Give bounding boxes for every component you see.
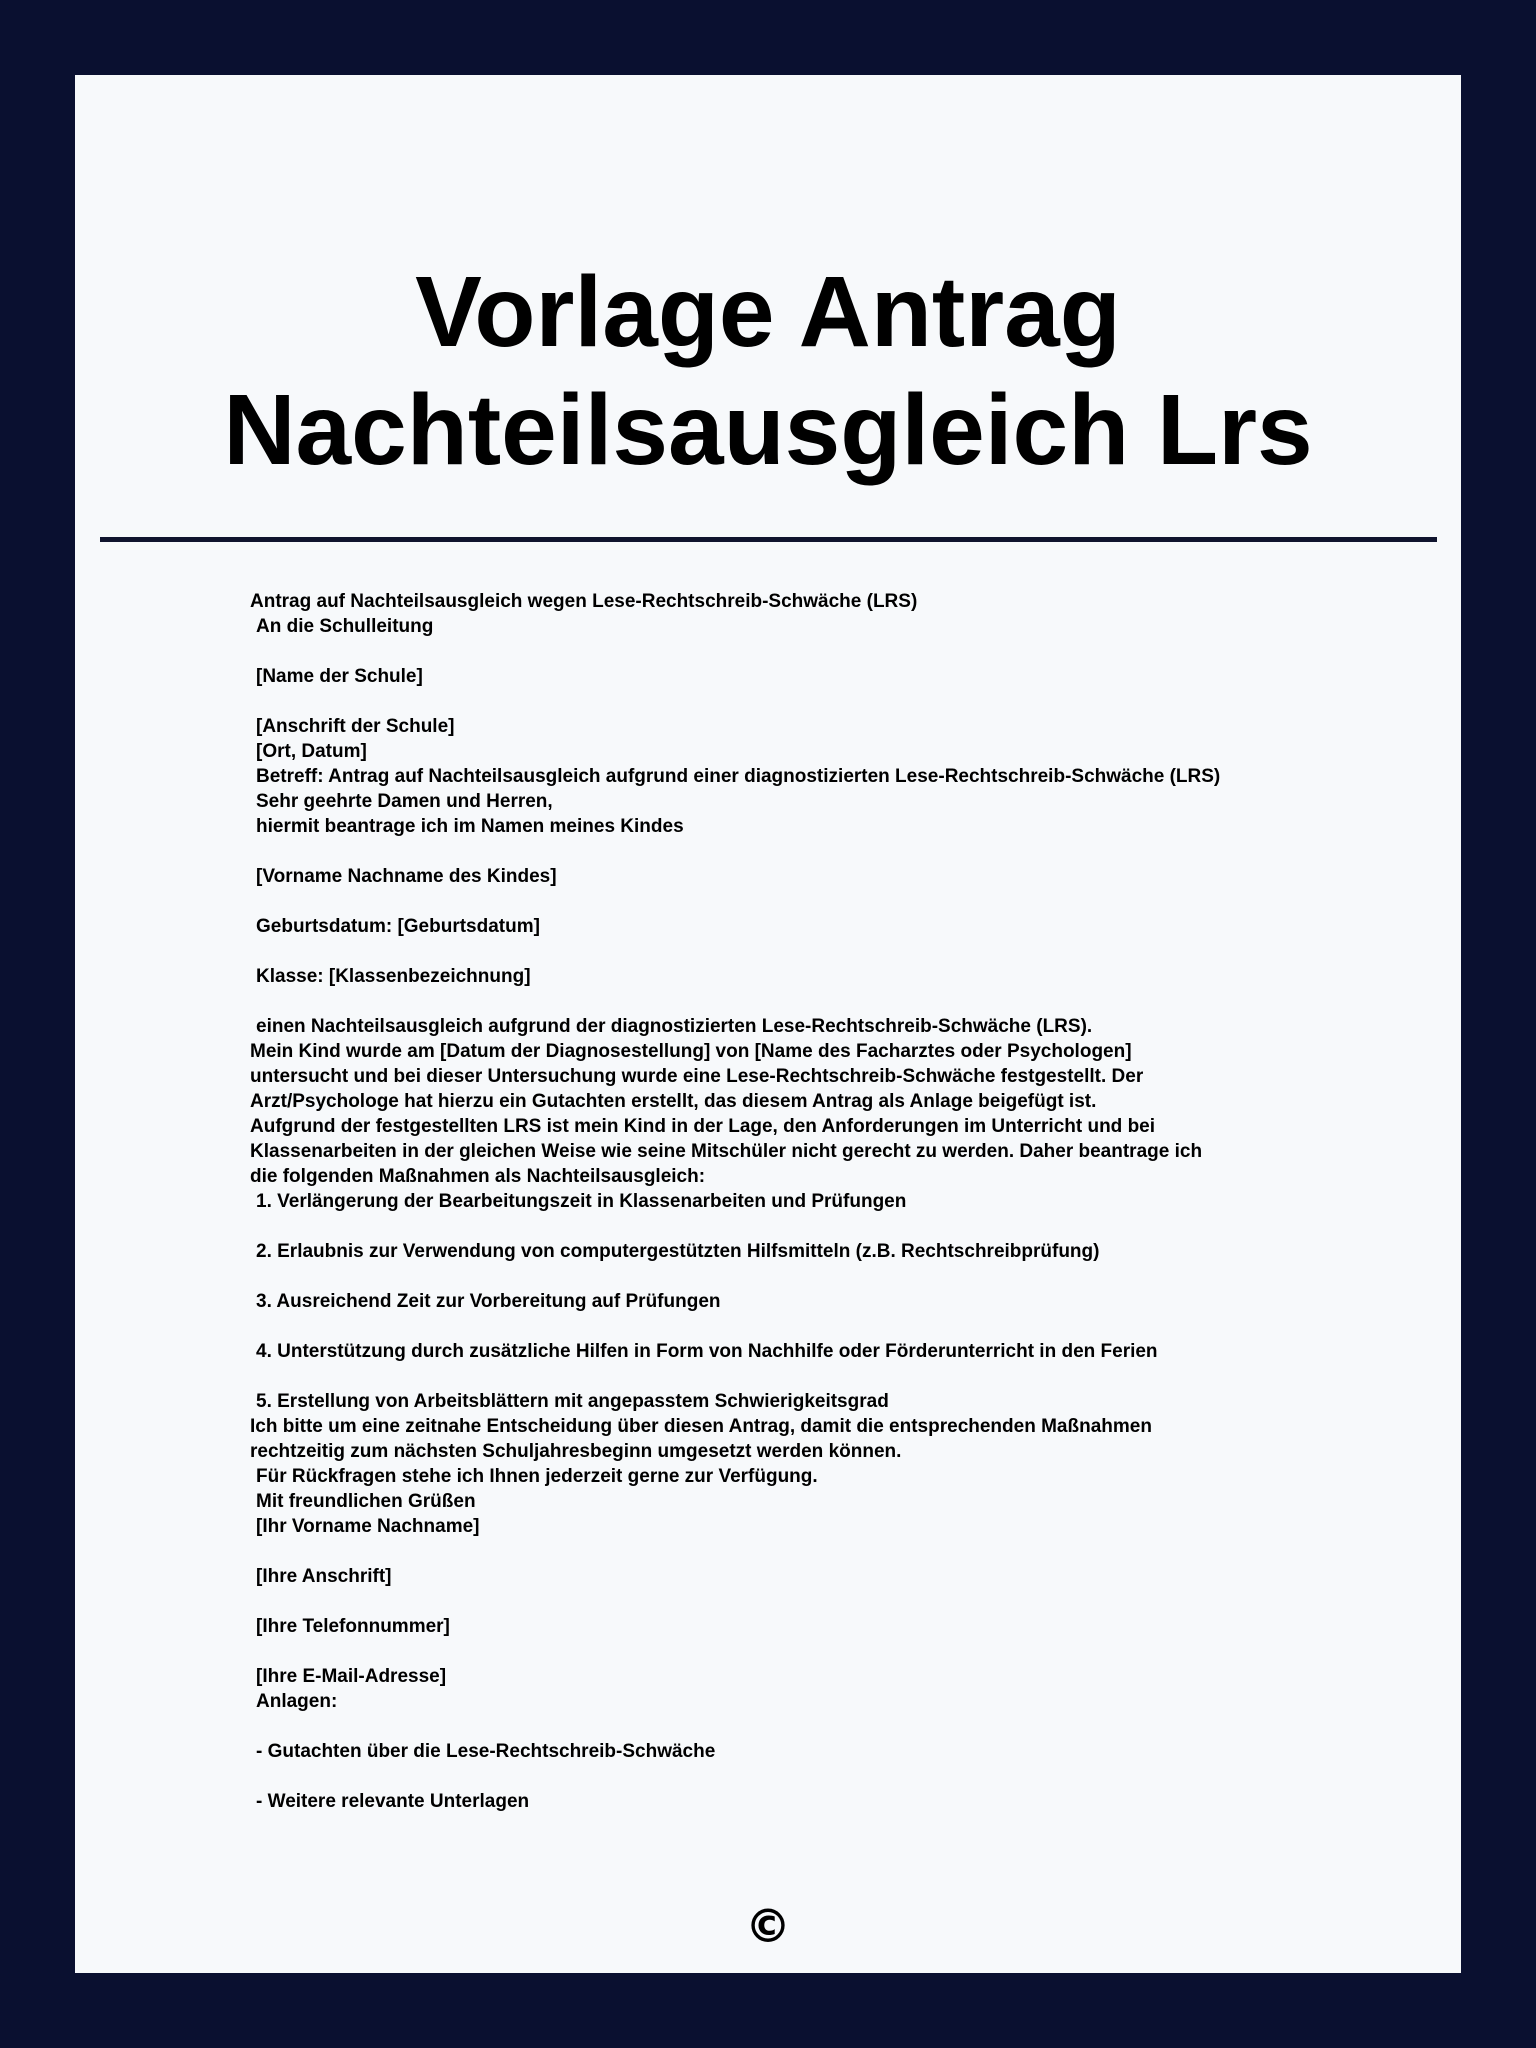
letter-line: [Ihre E-Mail-Adresse]: [256, 1666, 447, 1687]
letter-line: [250, 1364, 1350, 1389]
letter-line: [250, 889, 1350, 914]
letter-line: [250, 639, 1350, 664]
letter-line: Anlagen:: [256, 1691, 338, 1712]
letter-line: [Vorname Nachname des Kindes]: [256, 866, 557, 887]
letter-line: [Name der Schule]: [256, 666, 423, 687]
copyright-icon: ©: [745, 1899, 791, 1953]
document-page: [75, 75, 1461, 1973]
letter-line: Antrag auf Nachteilsausgleich wegen Lese-Rechtschreib-Schwäche (LRS): [250, 591, 918, 612]
letter-line: [250, 939, 1350, 964]
measure-item: 5. Erstellung von Arbeitsblättern mit angepasstem Schwierigkeitsgrad: [256, 1391, 889, 1412]
letter-line: Betreff: Antrag auf Nachteilsausgleich aufgrund einer diagnostizierten Lese-Rechtschreib-Schwäche (LRS): [256, 766, 1221, 787]
measure-item: 4. Unterstützung durch zusätzliche Hilfen in Form von Nachhilfe oder Förderunterricht in den Ferien: [256, 1341, 1158, 1362]
document-title: [75, 253, 1461, 489]
letter-line: rechtzeitig zum nächsten Schuljahresbeginn umgesetzt werden können.: [250, 1441, 902, 1462]
letter-line: Geburtsdatum: [Geburtsdatum]: [256, 916, 540, 937]
letter-line: Klasse: [Klassenbezeichnung]: [256, 966, 531, 987]
letter-line: [250, 1314, 1350, 1339]
measure-item: 1. Verlängerung der Bearbeitungszeit in Klassenarbeiten und Prüfungen: [256, 1191, 907, 1212]
letter-line: Für Rückfragen stehe ich Ihnen jederzeit gerne zur Verfügung.: [256, 1466, 818, 1487]
attachment-item: - Weitere relevante Unterlagen: [256, 1791, 530, 1812]
letter-line: [250, 1539, 1350, 1564]
letter-line: untersucht und bei dieser Untersuchung wurde eine Lese-Rechtschreib-Schwäche festgestellt. Der: [250, 1066, 1144, 1087]
title-line-2: Nachteilsausgleich Lrs: [223, 374, 1313, 486]
letter-line: [Anschrift der Schule]: [256, 716, 455, 737]
letter-line: die folgenden Maßnahmen als Nachteilsausgleich:: [250, 1166, 706, 1187]
measure-item: 2. Erlaubnis zur Verwendung von computergestützten Hilfsmitteln (z.B. Rechtschreibprüfung): [256, 1241, 1100, 1262]
letter-line: Mit freundlichen Grüßen: [256, 1491, 476, 1512]
letter-line: Klassenarbeiten in der gleichen Weise wie seine Mitschüler nicht gerecht zu werden. Daher beantrage ich: [250, 1141, 1203, 1162]
letter-line: [250, 1764, 1350, 1789]
letter-line: [250, 689, 1350, 714]
letter-line: [250, 1264, 1350, 1289]
letter-line: [Ihr Vorname Nachname]: [256, 1516, 480, 1537]
letter-line: [250, 1639, 1350, 1664]
letter-body: [250, 589, 1350, 1814]
letter-line: Sehr geehrte Damen und Herren,: [256, 791, 553, 812]
title-line-1: Vorlage Antrag: [415, 256, 1121, 368]
letter-line: [250, 1214, 1350, 1239]
letter-line: [250, 1714, 1350, 1739]
letter-line: [Ort, Datum]: [256, 741, 367, 762]
letter-line: [250, 989, 1350, 1014]
letter-line: Aufgrund der festgestellten LRS ist mein Kind in der Lage, den Anforderungen im Unterricht und bei: [250, 1116, 1156, 1137]
title-divider: [100, 537, 1437, 542]
measure-item: 3. Ausreichend Zeit zur Vorbereitung auf Prüfungen: [256, 1291, 721, 1312]
letter-line: Mein Kind wurde am [Datum der Diagnosestellung] von [Name des Facharztes oder Psychologen]: [250, 1041, 1132, 1062]
letter-line: Ich bitte um eine zeitnahe Entscheidung über diesen Antrag, damit die entsprechenden Maßnahmen: [250, 1416, 1152, 1437]
attachment-item: - Gutachten über die Lese-Rechtschreib-Schwäche: [256, 1741, 716, 1762]
letter-line: [Ihre Anschrift]: [256, 1566, 392, 1587]
letter-line: einen Nachteilsausgleich aufgrund der diagnostizierten Lese-Rechtschreib-Schwäche (LRS).: [256, 1016, 1093, 1037]
letter-line: An die Schulleitung: [256, 616, 434, 637]
letter-line: [Ihre Telefonnummer]: [256, 1616, 450, 1637]
letter-line: [250, 839, 1350, 864]
letter-line: hiermit beantrage ich im Namen meines Kindes: [256, 816, 684, 837]
letter-line: [250, 1589, 1350, 1614]
letter-line: Arzt/Psychologe hat hierzu ein Gutachten erstellt, das diesem Antrag als Anlage beigefügt ist.: [250, 1091, 1097, 1112]
